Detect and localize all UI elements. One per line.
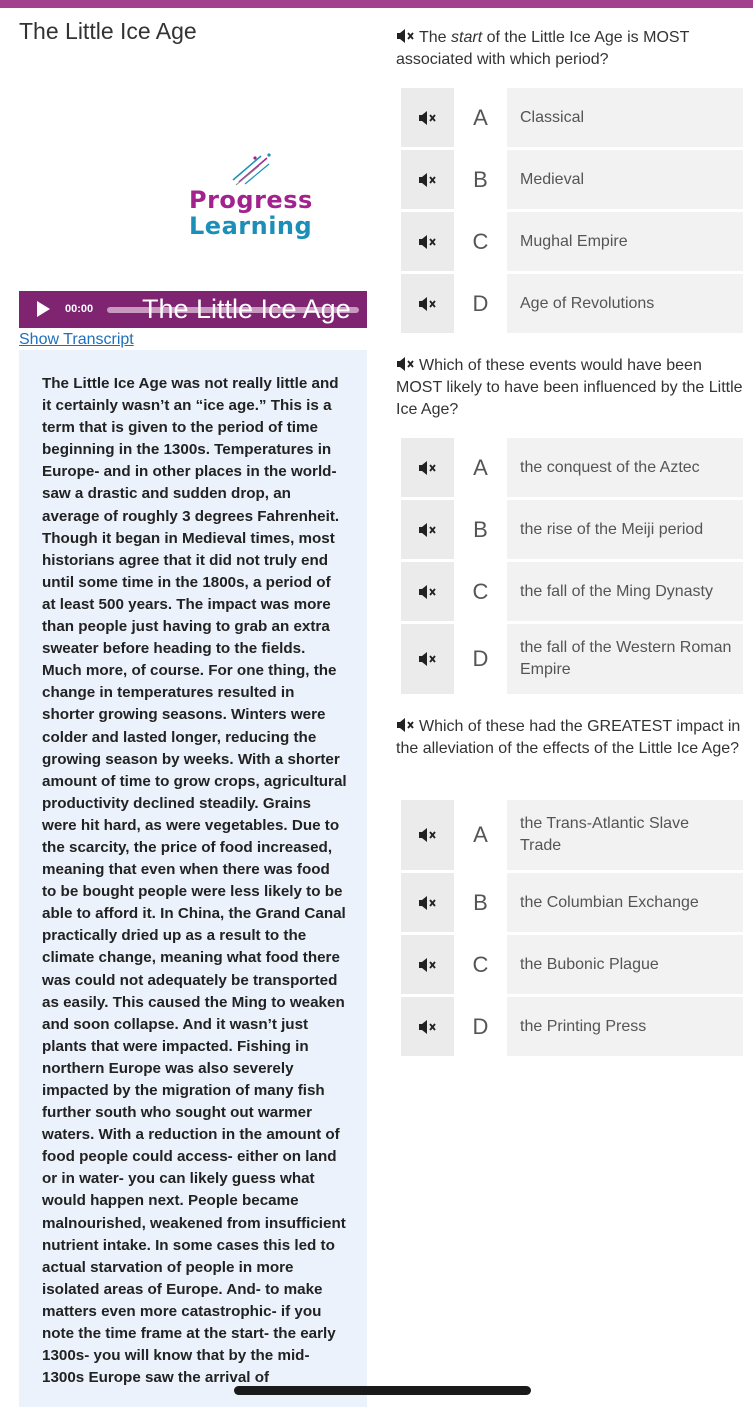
question-2 — [396, 355, 746, 421]
choice-text: the Bubonic Plague — [520, 955, 659, 973]
transcript-text: The Little Ice Age was not really little and it certainly wasn’t an “ice age.” This is a term that is given to the period of time beginning in the 1300s. Temperatures in Europe- and in other places in the world- saw a drastic and sudden drop, an average of roughly 3 degrees Fahrenheit. Though it began in Medieval times, most historians agree that it did not truly end until some time in the 1800s, a period of at least 500 years. The impact was more than people just having to grab an extra sweater before heading to the fields. Much more, of course. For one thing, the change in temperatures resulted in shorter growing seasons. Winters were colder and lasted longer, reducing the growing season by weeks. With a shorter amount of time to grow crops, agricultural productivity declined steadily. Grains were hit hard, as were vegetables. Due to the scarcity, the price of food increased, meaning that even when there was food to be bought people were less likely to be able to afford it. In China, the Grand Canal practically dried up as a result to the climate change, meaning what food there was could not adequately be transported as easily. This caused the Ming to weaken and soon collapse. And it wasn’t just plants that were impacted. Fishing in northern Europe was also severely impacted by the migration of many fish further south who sought out warmer waters. With a reduction in the amount of food people could access- either on land or in water- you can likely guess what would happen next. People became malnourished, weakened from insufficient nutrient intake. In some cases this led to actual starvation of people in more isolated areas of Europe. And- to make matters even more catastrophic- if you note the time frame at the start- the early 1300s- you will know that by the mid-1300s Europe saw the arrival of — [42, 375, 347, 1387]
choice-text: Medieval — [520, 170, 585, 188]
choice-text: the rise of the Meiji period — [520, 520, 704, 538]
question-1-prefix: The — [419, 29, 452, 46]
audio-player — [19, 291, 367, 328]
speaker-mute-icon[interactable] — [418, 584, 438, 600]
choice-text: Mughal Empire — [520, 232, 628, 250]
choice-letter: D — [454, 997, 507, 1056]
speaker-mute-icon[interactable] — [396, 717, 416, 733]
choice-1b[interactable] — [401, 150, 743, 209]
speaker-mute-icon[interactable] — [396, 356, 416, 372]
choice-letter: D — [454, 624, 507, 694]
show-transcript-link[interactable]: Show Transcript — [19, 331, 134, 348]
speaker-mute-icon[interactable] — [418, 234, 438, 250]
speaker-mute-icon[interactable] — [418, 651, 438, 667]
choice-letter: C — [454, 935, 507, 994]
question-1-suffix: of the Little Ice Age is MOST associated with which period? — [396, 29, 690, 68]
choice-letter: B — [454, 873, 507, 932]
speaker-mute-icon[interactable] — [418, 296, 438, 312]
speaker-mute-icon[interactable] — [418, 110, 438, 126]
progress-learning-logo — [189, 152, 319, 244]
choice-letter: B — [454, 150, 507, 209]
question-1-choices — [401, 88, 743, 336]
choice-letter: A — [454, 800, 507, 870]
choice-3d[interactable] — [401, 997, 743, 1056]
speaker-mute-icon[interactable] — [418, 1019, 438, 1035]
choice-2d[interactable] — [401, 624, 743, 694]
choice-2c[interactable] — [401, 562, 743, 621]
choice-3a[interactable] — [401, 800, 743, 870]
question-1 — [396, 27, 746, 71]
top-accent-bar — [0, 0, 753, 8]
choice-3c[interactable] — [401, 935, 743, 994]
choice-2b[interactable] — [401, 500, 743, 559]
play-icon[interactable] — [37, 301, 50, 317]
choice-letter: B — [454, 500, 507, 559]
choice-text: the conquest of the Aztec — [520, 458, 700, 476]
speaker-mute-icon[interactable] — [396, 28, 416, 44]
speaker-mute-icon[interactable] — [418, 957, 438, 973]
choice-text: the fall of the Ming Dynasty — [520, 582, 713, 600]
choice-letter: A — [454, 438, 507, 497]
home-indicator[interactable] — [234, 1386, 531, 1395]
transcript-panel — [19, 350, 367, 1407]
choice-letter: A — [454, 88, 507, 147]
choice-letter: D — [454, 274, 507, 333]
choice-letter: C — [454, 562, 507, 621]
speaker-mute-icon[interactable] — [418, 172, 438, 188]
choice-3b[interactable] — [401, 873, 743, 932]
question-1-emphasis: start — [451, 29, 483, 46]
logo-word-learning: Learning — [189, 212, 313, 240]
logo-word-progress: Progress — [189, 186, 313, 214]
question-2-choices — [401, 438, 743, 697]
audio-current-time: 00:00 — [65, 303, 94, 315]
audio-title: The Little Ice Age — [142, 294, 351, 324]
choice-1a[interactable] — [401, 88, 743, 147]
choice-1d[interactable] — [401, 274, 743, 333]
question-3 — [396, 716, 746, 760]
page-title: The Little Ice Age — [19, 18, 197, 44]
question-3-text: Which of these had the GREATEST impact in the alleviation of the effects of the Little Ice Age? — [396, 718, 741, 757]
choice-text: the fall of the Western Roman Empire — [520, 639, 732, 678]
question-2-text: Which of these events would have been MOST likely to have been influenced by the Little Ice Age? — [396, 357, 743, 418]
speaker-mute-icon[interactable] — [418, 895, 438, 911]
speaker-mute-icon[interactable] — [418, 827, 438, 843]
choice-text: the Columbian Exchange — [520, 893, 699, 911]
speaker-mute-icon[interactable] — [418, 460, 438, 476]
choice-1c[interactable] — [401, 212, 743, 271]
choice-letter: C — [454, 212, 507, 271]
choice-2a[interactable] — [401, 438, 743, 497]
choice-text: the Trans-Atlantic Slave Trade — [520, 815, 689, 854]
choice-text: the Printing Press — [520, 1017, 647, 1035]
speaker-mute-icon[interactable] — [418, 522, 438, 538]
question-3-choices — [401, 800, 743, 1059]
choice-text: Age of Revolutions — [520, 294, 655, 312]
choice-text: Classical — [520, 108, 585, 126]
